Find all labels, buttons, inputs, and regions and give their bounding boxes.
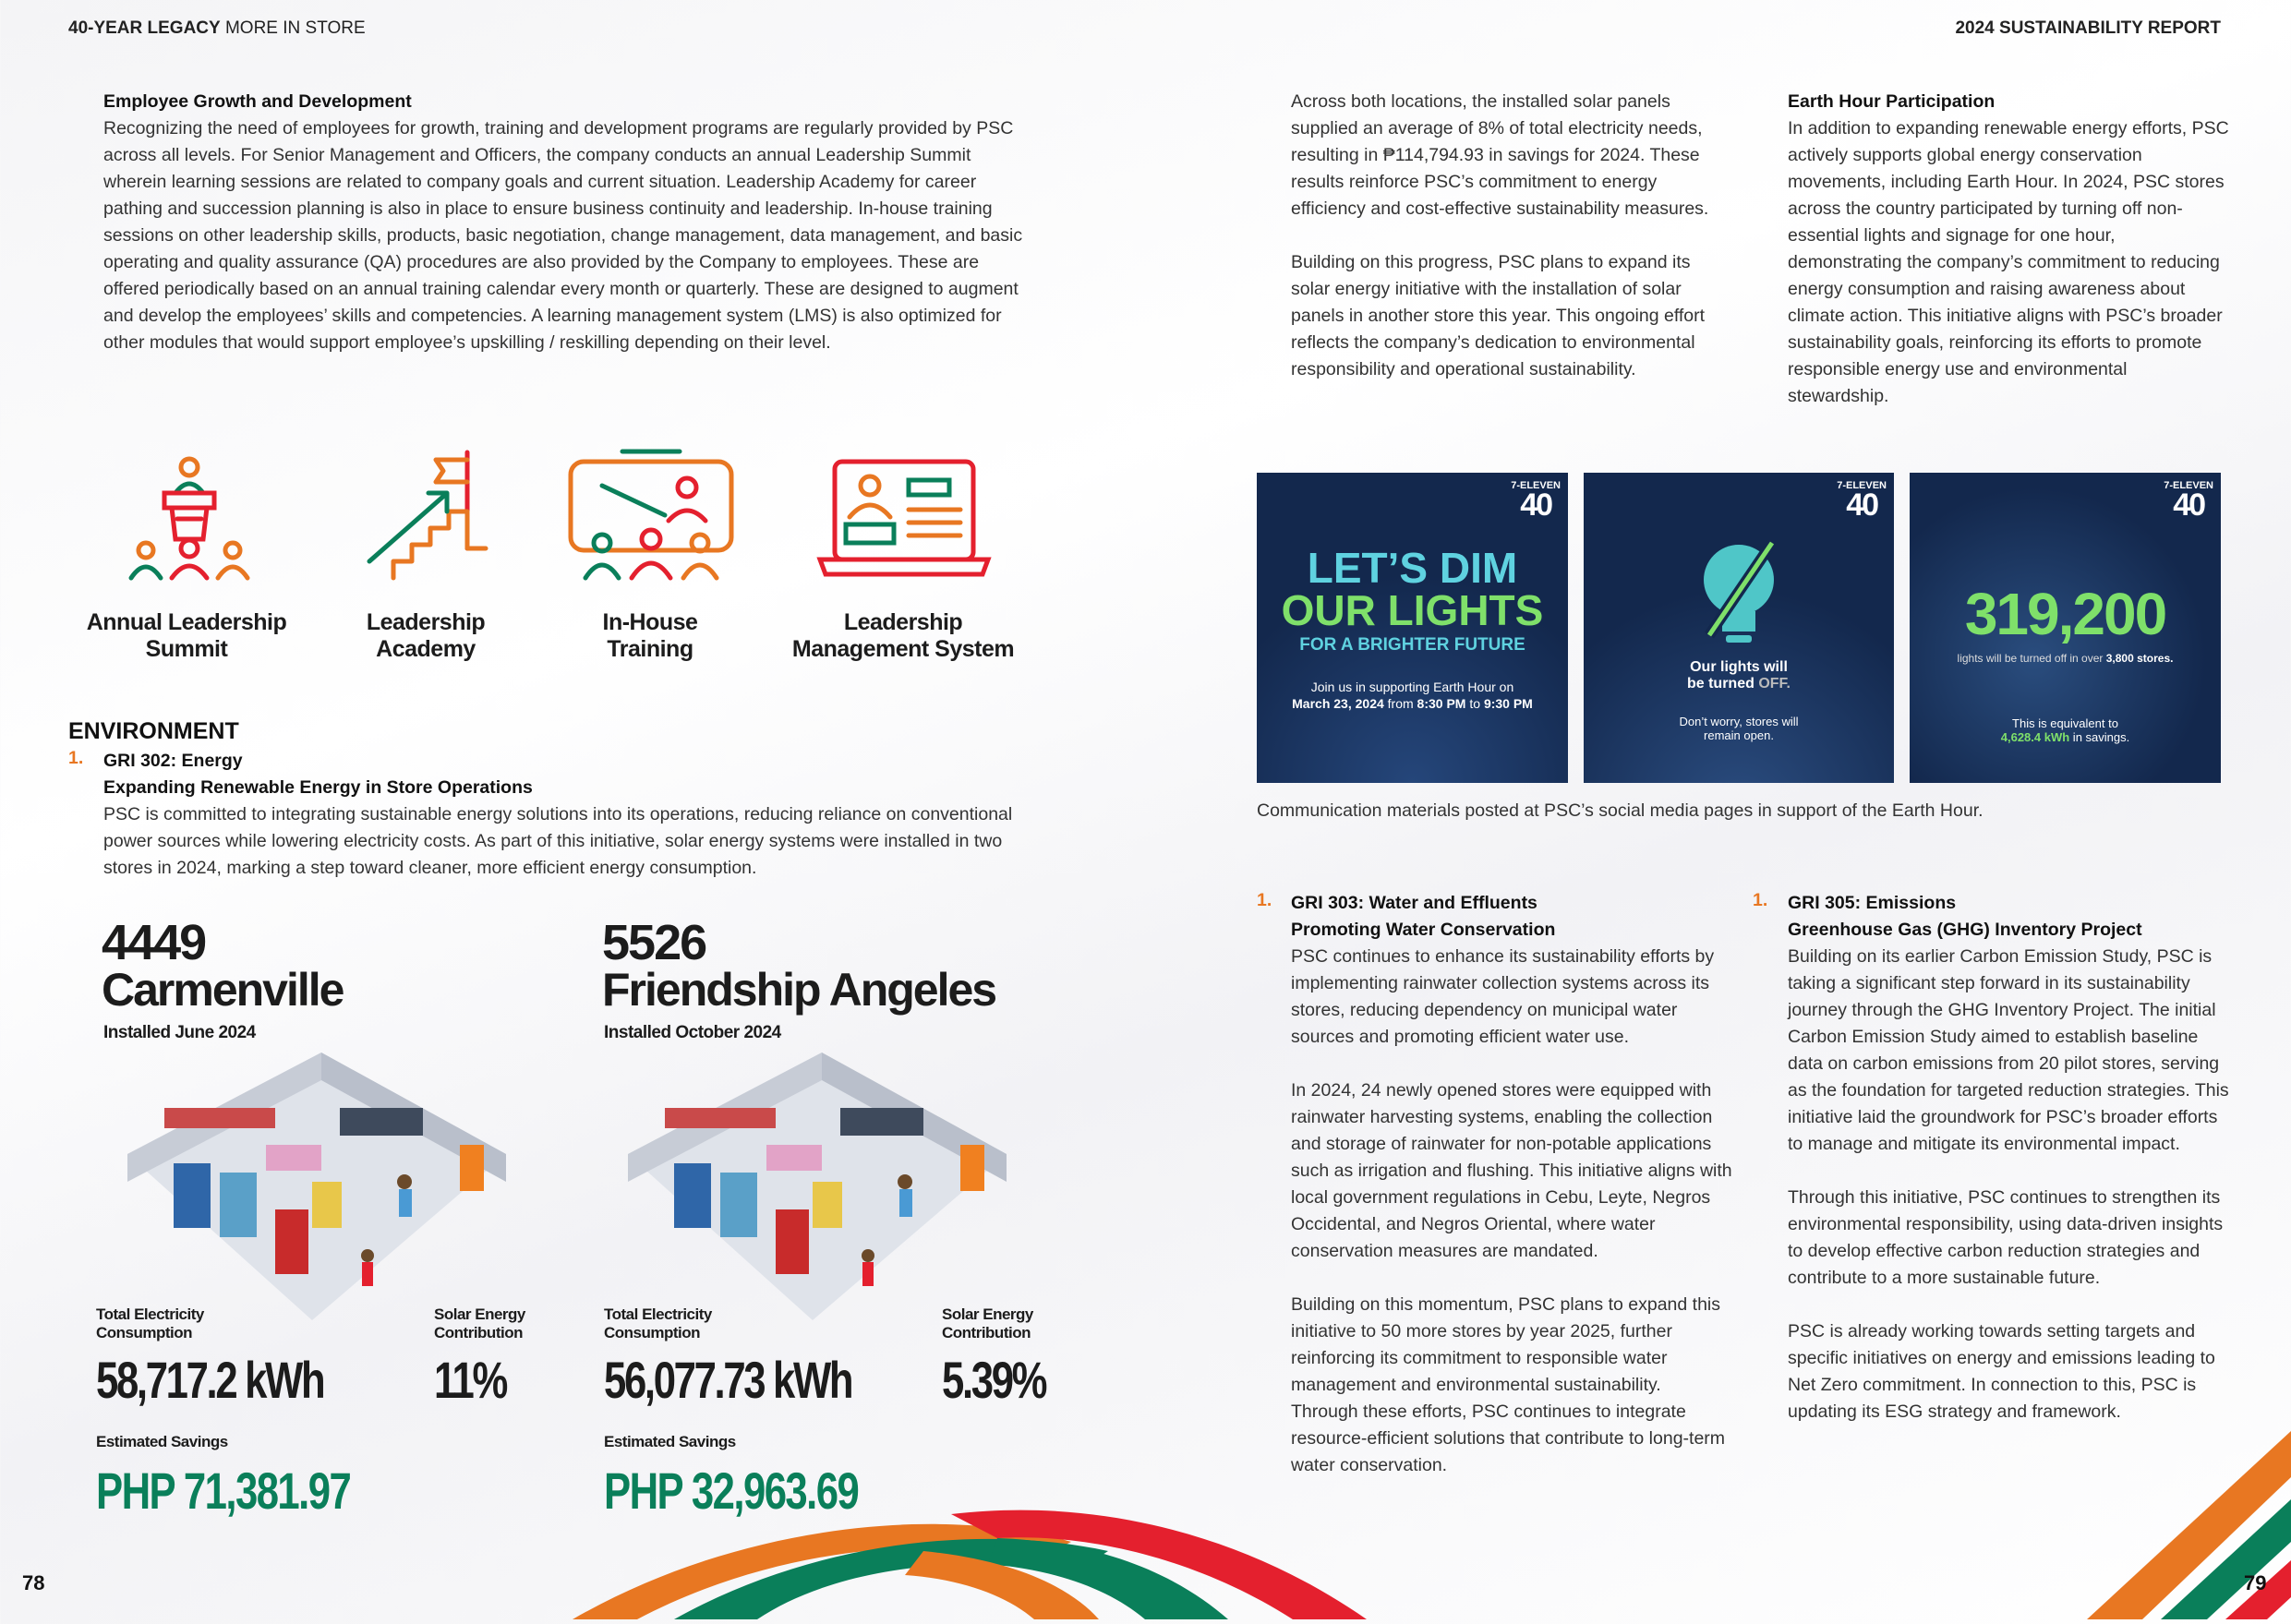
water-gri: GRI 303: Water and Effluents <box>1291 893 1537 913</box>
environment-title: ENVIRONMENT <box>68 718 239 744</box>
water-p2: In 2024, 24 newly opened stores were equipped with rainwater harvesting systems, enabling the collection and storage of rainwater for non-potable applications such as irrigation and flushing. This initiative aligns with local government regulations in Cebu, Leyte, Negros Occidental, and Negros Oriental, where water conservation measures are mandated. <box>1291 1080 1732 1261</box>
earth-hour-body: In addition to expanding renewable energy efforts, PSC actively supports global energy conservation movements, including Earth Hour. In 2024, PSC stores across the country participated by turning off non-essential lights and signage for one hour, demonstrating the company’s commitment to reducing energy consumption and raising awareness about climate action. This initiative aligns with PSC’s broader sustainability goals, reinforcing its efforts to promote responsible energy use and environmental stewardship. <box>1788 118 2229 406</box>
earth-hour-panel-1 <box>1257 473 1568 783</box>
earth-hour-heading: Earth Hour Participation <box>1788 91 1996 112</box>
lightbulb-off-icon <box>1693 539 1785 650</box>
environment-gri: GRI 302: Energy <box>103 751 243 771</box>
presentation-icon <box>565 447 737 585</box>
program-label-academy: Leadership Academy <box>366 609 486 662</box>
store-1-solar: 11% <box>434 1351 506 1409</box>
panel-1-line3: FOR A BRIGHTER FUTURE <box>1299 635 1525 655</box>
emissions-marker: 1. <box>1753 890 1768 910</box>
program-label-training: In-House Training <box>602 609 698 662</box>
store-2-solar: 5.39% <box>942 1351 1046 1409</box>
store-2-consumption-label: Total Electricity Consumption <box>604 1305 712 1341</box>
store-2-solar-label: Solar Energy Contribution <box>942 1305 1033 1341</box>
store-1-savings: PHP 71,381.97 <box>96 1462 351 1520</box>
employee-section <box>103 89 1036 356</box>
store-1-solar-label: Solar Energy Contribution <box>434 1305 525 1341</box>
emissions-p3: PSC is already working towards setting targets and specific initiatives on energy and emissions leading to Net Zero commitment. In connection to this, PSC is updating its ESG strategy and framework. <box>1788 1321 2215 1422</box>
panel-3-sub: lights will be turned off in over 3,800 stores. <box>1957 652 2174 665</box>
store-1-savings-label: Estimated Savings <box>96 1433 228 1450</box>
store-2-illustration <box>619 1043 1016 1329</box>
panel-3-big-number: 319,200 <box>1964 581 2166 647</box>
header-left: 40-YEAR LEGACY MORE IN STORE <box>68 18 366 38</box>
panel-3-eq2: 4,628.4 kWh in savings. <box>2000 730 2130 744</box>
panel-1-line2: OUR LIGHTS <box>1281 586 1544 634</box>
environment-marker: 1. <box>68 748 84 768</box>
panel-2-note2: remain open. <box>1704 728 1774 742</box>
seven-eleven-logo: 7-ELEVEN 40 <box>2164 480 2213 523</box>
water-subhead: Promoting Water Conservation <box>1291 920 1556 940</box>
ribbon-decoration <box>554 1486 1404 1619</box>
water-p3: Building on this momentum, PSC plans to expand this initiative to 50 more stores by year 2025, further reinforcing its commitment to responsible water management and environmental sustainability. Through these efforts, PSC continues to integrate resource-efficient solutions that contribute to long-term water conservation. <box>1291 1294 1726 1475</box>
store-2-savings: PHP 32,963.69 <box>604 1462 859 1520</box>
seven-eleven-logo: 7-ELEVEN 40 <box>1511 480 1561 523</box>
panel-1-line1: LET’S DIM <box>1307 544 1518 592</box>
panel-2-line1: Our lights will <box>1690 659 1788 675</box>
podium-icon <box>120 447 259 585</box>
water-marker: 1. <box>1257 890 1272 910</box>
store-2-name: Friendship Angeles <box>602 964 996 1016</box>
page-number-left: 78 <box>22 1571 45 1594</box>
emissions-p2: Through this initiative, PSC continues to strengthen its environmental responsibility, using data-driven insights to develop effective carbon reduction strategies and contribute to a more sustainable future. <box>1788 1187 2224 1288</box>
environment-subhead: Expanding Renewable Energy in Store Operations <box>103 777 533 798</box>
header-right: 2024 SUSTAINABILITY REPORT <box>1955 18 2221 38</box>
store-1-consumption: 58,717.2 kWh <box>96 1351 324 1409</box>
emissions-gri: GRI 305: Emissions <box>1788 893 1957 913</box>
solar-p2: Building on this progress, PSC plans to expand its solar energy initiative with the installation of solar panels in another store this year. This ongoing effort reflects the company’s dedication to environmental responsibility and operational sustainability. <box>1291 252 1706 379</box>
panel-3-eq1: This is equivalent to <box>2012 716 2118 730</box>
store-2-consumption: 56,077.73 kWh <box>604 1351 852 1409</box>
emissions-subhead: Greenhouse Gas (GHG) Inventory Project <box>1788 920 2142 940</box>
water-p1: PSC continues to enhance its sustainability efforts by implementing rainwater collection systems across its stores, reducing dependency on municipal water sources and promoting efficient water use. <box>1291 946 1715 1047</box>
panels-caption: Communication materials posted at PSC’s social media pages in support of the Earth Hour. <box>1257 800 1984 821</box>
program-label-summit: Annual Leadership Summit <box>86 609 287 662</box>
earth-hour-section <box>1788 89 2231 410</box>
store-2-installed: Installed October 2024 <box>604 1023 781 1042</box>
emissions-p1: Building on its earlier Carbon Emission Study, PSC is taking a significant step forward in its sustainability journey through the GHG Inventory Project. The initial Carbon Emission Study aimed to establish baseline data on carbon emissions from 20 pilot stores, serving as the foundation for targeted reduction strategies. This initiative laid the groundwork for PSC’s broader efforts to manage and mitigate its environmental impact. <box>1788 946 2229 1154</box>
store-2-savings-label: Estimated Savings <box>604 1433 736 1450</box>
employee-heading: Employee Growth and Development <box>103 91 412 112</box>
store-2-number: 5526 <box>602 915 706 970</box>
panel-1-join: Join us in supporting Earth Hour on <box>1310 680 1514 694</box>
earth-hour-panel-2 <box>1584 473 1894 783</box>
store-1-number: 4449 <box>102 915 206 970</box>
page-number-right: 79 <box>2244 1571 2267 1594</box>
environment-section <box>103 748 1036 882</box>
panel-1-datetime: March 23, 2024 from 8:30 PM to 9:30 PM <box>1292 696 1533 711</box>
program-label-lms: Leadership Management System <box>791 609 1015 662</box>
store-1-consumption-label: Total Electricity Consumption <box>96 1305 204 1341</box>
earth-hour-panel-3 <box>1910 473 2221 783</box>
emissions-section <box>1788 890 2229 1426</box>
solar-p1: Across both locations, the installed solar panels supplied an average of 8% of total electricity needs, resulting in ₱114,794.93 in savings for 2024. These results reinforce PSC’s commitment to energy efficiency and cost-effective sustainability measures. <box>1291 91 1709 219</box>
employee-body: Recognizing the need of employees for growth, training and development programs are regularly provided by PSC across all levels. For Senior Management and Officers, the company conducts an annual Leadership Summit wherein learning sessions are related to company goals and current situation. Leadership Academy for career pathing and succession planning is also in place to ensure business continuity and leadership. In-house training sessions on other leadership skills, products, basic negotiation, change management, data management, and basic operating and quality assurance (QA) procedures are also provided by the Company to employees. These are offered periodically based on an annual training calendar every month or quarterly. These are designed to augment and develop the employees’ skills and competencies. A learning management system (LMS) is also optimized for other modules that would support employee’s upskilling / reskilling depending on their level. <box>103 118 1023 353</box>
panel-2-line2: be turned OFF. <box>1686 676 1791 692</box>
store-1-name: Carmenville <box>102 964 344 1016</box>
stairs-flag-icon <box>356 447 495 585</box>
laptop-icon <box>816 456 992 580</box>
environment-body: PSC is committed to integrating sustainable energy solutions into its operations, reducing reliance on conventional power sources while lowering electricity costs. As part of this initiative, solar energy systems were installed in two stores in 2024, marking a step toward cleaner, more efficient energy consumption. <box>103 804 1013 878</box>
store-1-illustration <box>118 1043 515 1329</box>
panel-2-note1: Don’t worry, stores will <box>1679 715 1799 728</box>
solar-text <box>1291 89 1725 383</box>
water-section <box>1291 890 1732 1479</box>
store-1-installed: Installed June 2024 <box>103 1023 256 1042</box>
seven-eleven-logo: 7-ELEVEN 40 <box>1837 480 1887 523</box>
